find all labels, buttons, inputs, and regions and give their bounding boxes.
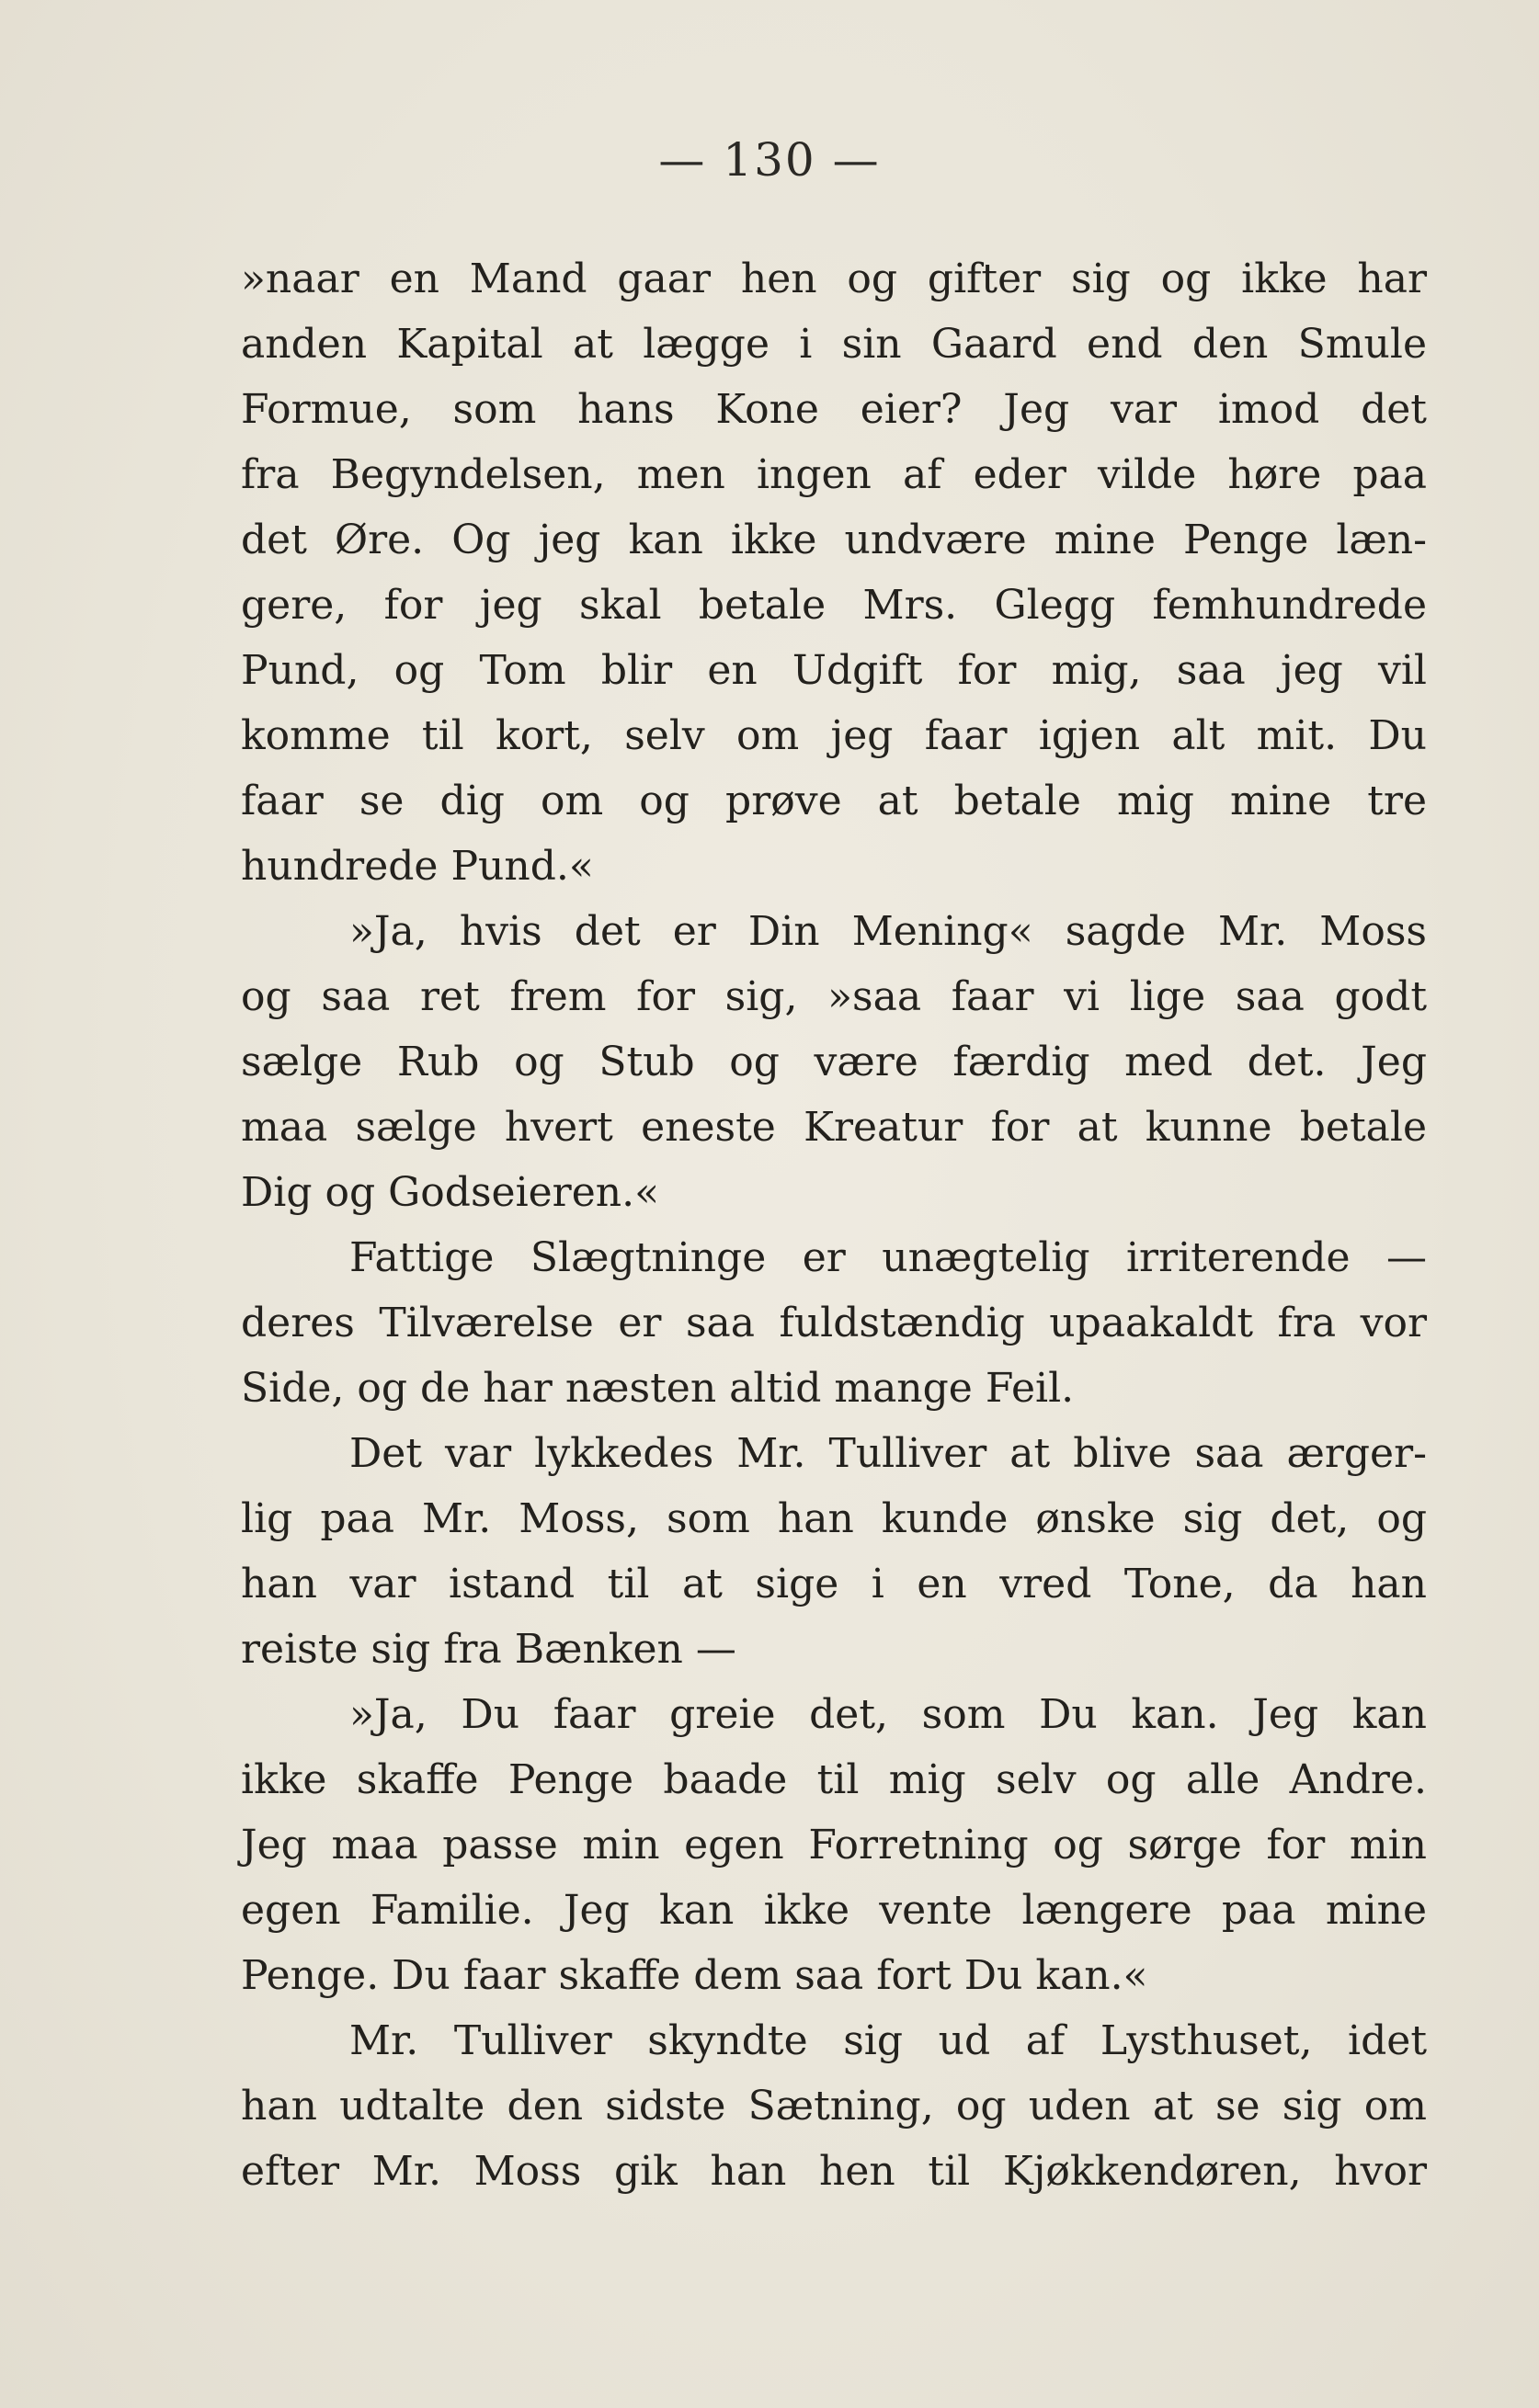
text-line: hundrede Pund.«	[241, 843, 594, 890]
text-line: gere, for jeg skal betale Mrs. Glegg femhundrede	[241, 582, 1427, 629]
text-line: lig paa Mr. Moss, som han kunde ønske sig det, og	[241, 1495, 1427, 1542]
text-line: Det var lykkedes Mr. Tulliver at blive saa ærger-	[349, 1430, 1427, 1477]
body-text	[241, 246, 1427, 2204]
text-line: han var istand til at sige i en vred Tone, da han	[241, 1561, 1427, 1607]
page-number: — 130 —	[658, 133, 881, 187]
text-line: maa sælge hvert eneste Kreatur for at kunne betale	[241, 1104, 1427, 1151]
text-line: Fattige Slægtninge er unægtelig irriterende —	[349, 1234, 1427, 1281]
text-line: Mr. Tulliver skyndte sig ud af Lysthuset, idet	[349, 2017, 1427, 2064]
text-line: »naar en Mand gaar hen og gifter sig og ikke har	[241, 256, 1427, 302]
text-line: det Øre. Og jeg kan ikke undvære mine Penge læn-	[241, 517, 1427, 563]
text-line: sælge Rub og Stub og være færdig med det. Jeg	[241, 1039, 1427, 1085]
text-line: ikke skaffe Penge baade til mig selv og alle Andre.	[241, 1756, 1427, 1803]
text-line: »Ja, Du faar greie det, som Du kan. Jeg kan	[349, 1691, 1427, 1738]
text-line: Penge. Du faar skaffe dem saa fort Du kan.«	[241, 1952, 1148, 1999]
text-line: fra Begyndelsen, men ingen af eder vilde høre paa	[241, 451, 1427, 498]
text-line: han udtalte den sidste Sætning, og uden at se sig om	[241, 2083, 1427, 2130]
text-line: Side, og de har næsten altid mange Feil.	[241, 1365, 1075, 1412]
text-line: deres Tilværelse er saa fuldstændig upaakaldt fra vor	[241, 1300, 1427, 1346]
text-line: komme til kort, selv om jeg faar igjen alt mit. Du	[241, 712, 1427, 759]
text-line: anden Kapital at lægge i sin Gaard end den Smule	[241, 321, 1427, 368]
text-line: og saa ret frem for sig, »saa faar vi lige saa godt	[241, 973, 1427, 1020]
text-line: Jeg maa passe min egen Forretning og sørge for min	[241, 1822, 1427, 1868]
text-line: Dig og Godseieren.«	[241, 1169, 659, 1216]
text-line: »Ja, hvis det er Din Mening« sagde Mr. Moss	[349, 908, 1427, 955]
text-line: egen Familie. Jeg kan ikke vente længere paa mine	[241, 1887, 1427, 1934]
text-line: Formue, som hans Kone eier? Jeg var imod det	[241, 386, 1427, 433]
text-line: Pund, og Tom blir en Udgift for mig, saa jeg vil	[241, 647, 1427, 694]
text-line: efter Mr. Moss gik han hen til Kjøkkendøren, hvor	[241, 2148, 1427, 2195]
text-line: reiste sig fra Bænken —	[241, 1626, 736, 1673]
text-line: faar se dig om og prøve at betale mig mine tre	[241, 778, 1427, 824]
